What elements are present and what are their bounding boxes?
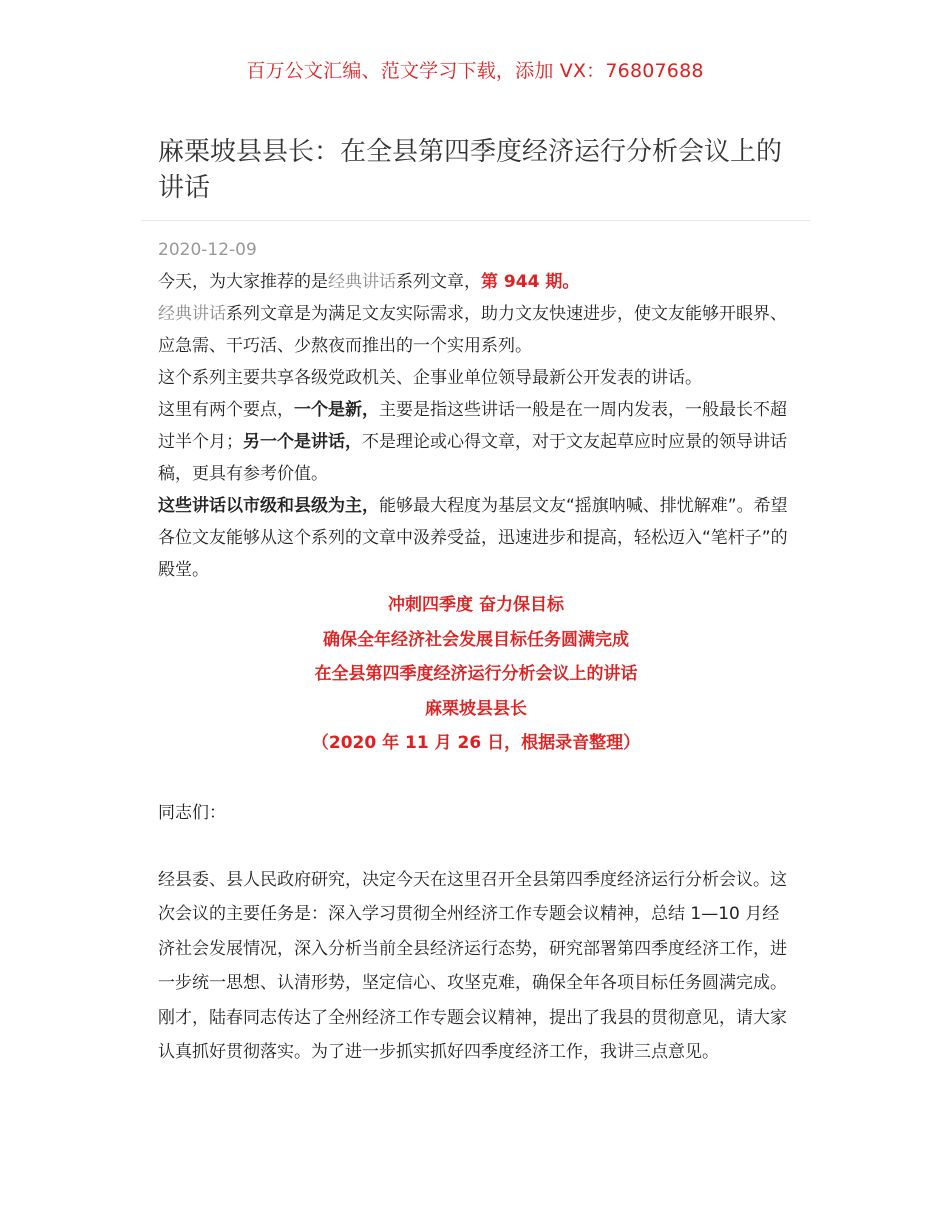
intro-text: 不是理论或心得文章，对于文友起草应时应景的领导讲话稿，更具有参考价值。 xyxy=(158,432,787,484)
series-name: 经典讲话 xyxy=(328,272,396,292)
speaker: 麻栗坡县县长 xyxy=(425,698,527,719)
key-point-2: 另一个是讲话， xyxy=(243,432,362,452)
publish-date: 2020-12-09 xyxy=(158,240,257,260)
title-divider xyxy=(141,220,810,221)
intro-text: 系列文章， xyxy=(396,272,481,292)
key-point-1: 一个是新， xyxy=(294,400,379,420)
series-name: 经典讲话 xyxy=(158,304,226,324)
intro-text: 系列文章是为满足文友实际需求，助力文友快速进步，使文友能够开眼界、应急需、干巧活、少熬夜而推出的一个实用系列。 xyxy=(158,304,787,356)
article-title: 麻栗坡县县长：在全县第四季度经济运行分析会议上的讲话 xyxy=(158,137,783,203)
speech-header xyxy=(158,588,794,761)
issue-number: 第 944 期。 xyxy=(481,272,580,292)
key-point-3: 这些讲话以市级和县级为主， xyxy=(158,496,379,516)
intro-paragraph-5 xyxy=(158,490,794,586)
intro-text: 能够最大程度为基层文友“摇旗呐喊、排忧解难”。希望各位文友能够从这个系列的文章中汲养受益，迅速进步和提高，轻松迈入“笔杆子”的殿堂。 xyxy=(158,496,788,580)
speech-title: 在全县第四季度经济运行分析会议上的讲话 xyxy=(314,664,638,684)
intro-paragraph-1 xyxy=(158,266,794,298)
intro-paragraph-3: 这个系列主要共享各级党政机关、企事业单位领导最新公开发表的讲话。 xyxy=(158,368,702,388)
speech-headline-1: 冲刺四季度 奋力保目标 xyxy=(388,595,564,615)
promo-banner: 百万公文汇编、范文学习下载，添加 VX：76807688 xyxy=(246,60,704,82)
speech-headline-2: 确保全年经济社会发展目标任务圆满完成 xyxy=(323,629,629,650)
intro-text: 主要是指这些讲话一般是在一周内发表，一般最长不超过半个月； xyxy=(158,400,787,452)
intro-paragraph-4 xyxy=(158,394,794,490)
article-body xyxy=(158,266,794,1070)
intro-text: 今天，为大家推荐的是 xyxy=(158,272,328,292)
greeting: 同志们： xyxy=(158,802,226,823)
speech-paragraph-1: 经县委、县人民政府研究，决定今天在这里召开全县第四季度经济运行分析会议。这次会议的主要任务是：深入学习贯彻全州经济工作专题会议精神，总结 1—10 月经济社会发展情况，深入分析当前全县经济运行态势，研究部署第四季度经济工作，进一步统一思想、认清形势，坚定信心、攻坚克难，确保全年各项目标任务圆满完成。刚才，陆春同志传达了全州经济工作专题会议精神，提出了我县的贯彻意见，请大家认真抓好贯彻落实。为了进一步抓实抓好四季度经济工作，我讲三点意见。 xyxy=(158,869,787,1063)
intro-paragraph-2 xyxy=(158,298,794,362)
intro-text: 这里有两个要点， xyxy=(158,400,294,420)
speech-date: （2020 年 11 月 26 日，根据录音整理） xyxy=(311,733,641,753)
